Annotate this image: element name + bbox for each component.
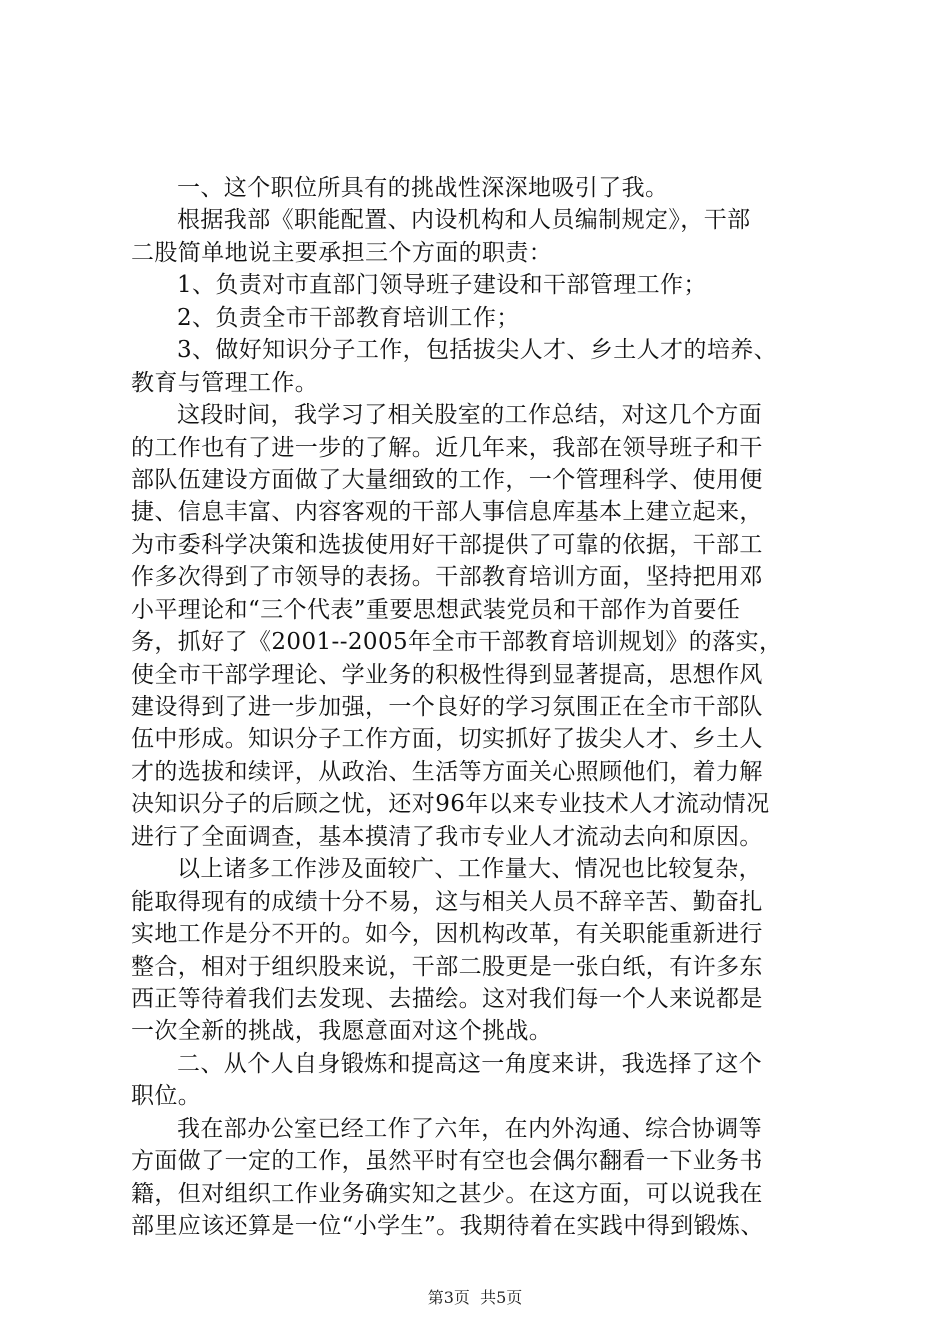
text-line: 籍，但对组织工作业务确实知之甚少。在这方面，可以说我在 — [131, 1180, 763, 1207]
text-line: 才的选拔和续评，从政治、生活等方面关心照顾他们，着力解 — [131, 758, 763, 785]
text-line: 我在部办公室已经工作了六年，在内外沟通、综合协调等 — [177, 1115, 762, 1142]
text-line: 根据我部《职能配置、内设机构和人员编制规定》，干部 — [177, 207, 751, 234]
text-line: 小平理论和“三个代表”重要思想武装党员和干部作为首要任 — [131, 596, 741, 623]
text-line: 决知识分子的后顾之忧，还对96年以来专业技术人才流动情况 — [131, 791, 770, 818]
text-line: 捷、信息丰富、内容客观的干部人事信息库基本上建立起来， — [131, 499, 763, 526]
text-line: 使全市干部学理论、学业务的积极性得到显著提高，思想作风 — [131, 661, 763, 688]
text-line: 一、这个职位所具有的挑战性深深地吸引了我。 — [177, 175, 669, 201]
text-line: 2、负责全市干部教育培训工作； — [177, 304, 520, 331]
text-line: 的工作也有了进一步的了解。近几年来，我部在领导班子和干 — [131, 434, 763, 461]
text-line: 一次全新的挑战，我愿意面对这个挑战。 — [131, 1018, 553, 1045]
text-line: 教育与管理工作。 — [131, 369, 319, 396]
text-line: 3、做好知识分子工作，包括拔尖人才、乡土人才的培养、 — [177, 337, 778, 364]
text-line: 二、从个人自身锻炼和提高这一角度来讲，我选择了这个 — [177, 1050, 762, 1077]
text-line: 方面做了一定的工作，虽然平时有空也会偶尔翻看一下业务书 — [131, 1148, 763, 1175]
text-line: 这段时间，我学习了相关股室的工作总结，对这几个方面 — [177, 402, 762, 429]
text-line: 进行了全面调查，基本摸清了我市专业人才流动去向和原因。 — [131, 823, 763, 850]
text-line: 为市委科学决策和选拔使用好干部提供了可靠的依据，干部工 — [131, 531, 763, 558]
document-body — [131, 172, 831, 1242]
text-line: 二股简单地说主要承担三个方面的职责： — [131, 239, 553, 266]
text-line: 伍中形成。知识分子工作方面，切实抓好了拔尖人才、乡土人 — [131, 726, 763, 753]
page-footer: 第3页 共5页 — [427, 1288, 523, 1307]
text-line: 建设得到了进一步加强，一个良好的学习氛围正在全市干部队 — [131, 694, 763, 720]
text-line: 西正等待着我们去发现、去描绘。这对我们每一个人来说都是 — [131, 985, 763, 1012]
text-line: 能取得现有的成绩十分不易，这与相关人员不辞辛苦、勤奋扎 — [131, 888, 763, 915]
text-line: 部里应该还算是一位“小学生”。我期待着在实践中得到锻炼、 — [131, 1213, 764, 1239]
text-line: 实地工作是分不开的。如今，因机构改革，有关职能重新进行 — [131, 921, 763, 948]
text-line: 以上诸多工作涉及面较广、工作量大、情况也比较复杂， — [177, 856, 762, 883]
text-line: 务，抓好了《2001--2005年全市干部教育培训规划》的落实， — [131, 629, 783, 656]
text-line: 职位。 — [131, 1083, 202, 1110]
text-line: 整合，相对于组织股来说，干部二股更是一张白纸，有许多东 — [131, 953, 763, 980]
text-line: 作多次得到了市领导的表扬。干部教育培训方面，坚持把用邓 — [131, 564, 763, 591]
text-line: 部队伍建设方面做了大量细致的工作，一个管理科学、使用便 — [131, 466, 763, 493]
text-line: 1、负责对市直部门领导班子建设和干部管理工作； — [177, 272, 707, 299]
